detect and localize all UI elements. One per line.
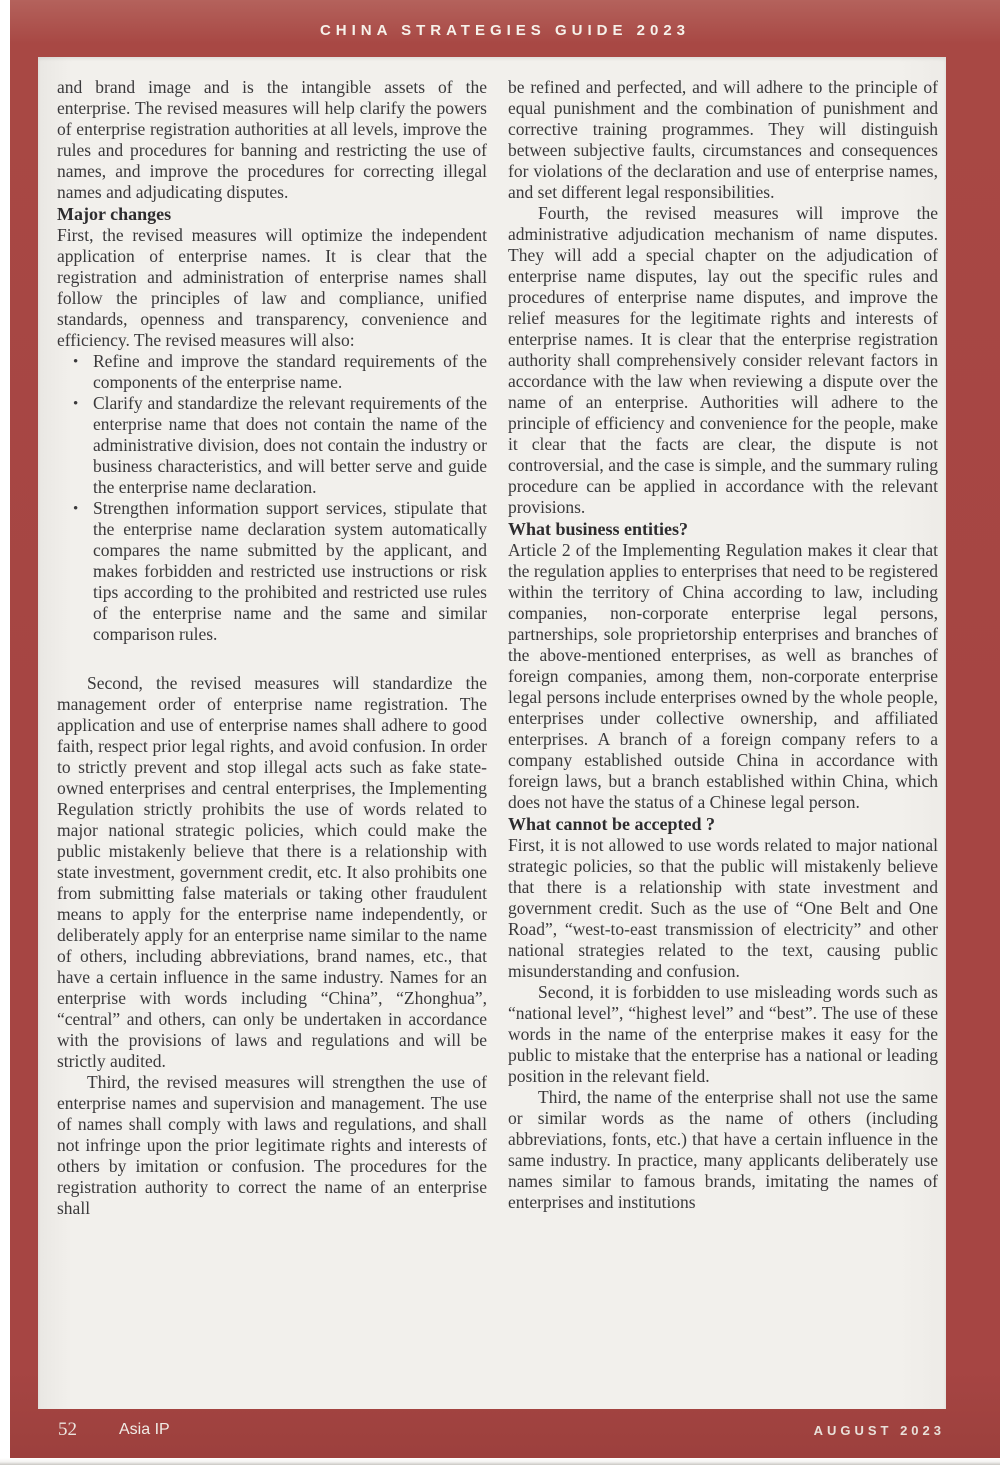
article-paper [38, 57, 946, 1409]
left-column [57, 77, 487, 1397]
paragraph-third: Third, the revised measures will strengthen the use of enterprise names and supervision and management. The use of names shall comply with laws and regulations, and shall not infringe upon the prior legitimate rights and interests of others by imitation or confusion. The procedures for the registration authority to correct the name of an enterprise shall [57, 1072, 487, 1218]
paragraph-fourth: Fourth, the revised measures will improve the administrative adjudication mechanism of name disputes. They will add a special chapter on the adjudication of enterprise name disputes, lay out the specific rules and procedures of enterprise name disputes, and improve the relief measures for the legitimate rights and interests of enterprise names. It is clear that the enterprise registration authority shall comprehensively consider relevant factors in accordance with the law when reviewing a dispute over the name of an enterprise. Authorities will adhere to the principle of efficiency and convenience for the people, make it clear that the facts are clear, the dispute is not controversial, and the case is simple, and the summary ruling procedure can be applied in accordance with the relevant provisions. [508, 203, 938, 517]
bullet-text: Clarify and standardize the relevant requirements of the enterprise name that does not contain the name of the administrative division, does not contain the industry or business characteristics, and will better serve and guide the enterprise name declaration. [93, 393, 487, 497]
header-banner [10, 0, 1000, 57]
paragraph-second: Second, the revised measures will standardize the management order of enterprise name registration. The application and use of enterprise names shall adhere to good faith, respect prior legal rights, and avoid confusion. In order to strictly prevent and stop illegal acts such as fake state-owned enterprises and central enterprises, the Implementing Regulation strictly prohibits the use of words related to major national strategic policies, which could make the public mistakenly believe that there is a relationship with state investment, government credit, etc. It also prohibits one from submitting false materials or taking other fraudulent means to apply for the enterprise name independently, or deliberately apply for an enterprise name similar to the name of others, including abbreviations, brand names, etc., that have a certain influence in the same industry. Names for an enterprise with words including “China”, “Zhonghua”, “central” and others, can only be undertaken in accordance with the provisions of laws and regulations and will be strictly audited. [57, 673, 487, 1071]
page-title: CHINA STRATEGIES GUIDE 2023 [319, 22, 691, 39]
section-heading-major-changes: Major changes [57, 204, 172, 224]
page-frame [10, 0, 1000, 1458]
footer-banner [10, 1402, 1000, 1458]
section-heading-business-entities: What business entities? [508, 519, 689, 539]
bullet-icon [73, 497, 78, 520]
list-item [71, 393, 487, 498]
right-column [508, 77, 938, 1397]
issue-date: AUGUST 2023 [813, 1422, 945, 1438]
bullet-list [57, 351, 487, 645]
cannot-accepted-third: Third, the name of the enterprise shall not use the same or similar words as the name of others (including abbreviations, fonts, etc.) that have a certain influence in the same industry. In practice, many applicants deliberately use names similar to famous brands, imitating the names of enterprises and institutions [508, 1087, 938, 1212]
bullet-icon [73, 350, 78, 373]
section-heading-cannot-be-accepted: What cannot be accepted ? [508, 814, 715, 834]
scan-edge [0, 1458, 1000, 1465]
publication-name: Asia IP [119, 1421, 170, 1438]
business-entities-paragraph: Article 2 of the Implementing Regulation makes it clear that the regulation applies to enterprises that need to be registered within the territory of China according to law, including companies, non-corporate enterprise legal persons, partnerships, sole proprietorship enterprises and branches of the above-mentioned enterprises, as well as branches of foreign companies, among them, non-corporate enterprise legal persons include enterprises owned by the whole people, enterprises under collective ownership, and affiliated enterprises. A branch of a foreign company refers to a company established outside China in accordance with foreign laws, but a branch established within China, which does not have the status of a Chinese legal person. [508, 540, 938, 812]
bullet-text: Refine and improve the standard requirements of the components of the enterprise name. [93, 351, 487, 392]
page-number: 52 [58, 1419, 77, 1440]
paragraph-first: First, the revised measures will optimize the independent application of enterprise names. It is clear that the registration and administration of enterprise names shall follow the principles of law and compliance, unified standards, openness and transparency, convenience and efficiency. The revised measures will also: [57, 225, 487, 350]
intro-paragraph: and brand image and is the intangible assets of the enterprise. The revised measures will help clarify the powers of enterprise registration authorities at all levels, improve the rules and procedures for banning and restricting the use of names, and improve the procedures for correcting illegal names and adjudicating disputes. [57, 77, 487, 202]
cannot-accepted-first: First, it is not allowed to use words related to major national strategic policies, so that the public will mistakenly believe that there is a relationship with state investment and government credit. Such as the use of “One Belt and One Road”, “west-to-east transmission of electricity” and other national strategies related to the text, causing public misunderstanding and confusion. [508, 835, 938, 981]
list-item [71, 498, 487, 645]
bullet-text: Strengthen information support services, stipulate that the enterprise name declaration system automatically compares the name submitted by the applicant, and makes forbidden and restricted use instructions or risk tips according to the prohibited and restricted use rules of the enterprise name and the same and similar comparison rules. [93, 498, 487, 644]
bullet-icon [73, 392, 78, 415]
cannot-accepted-second: Second, it is forbidden to use misleading words such as “national level”, “highest level” and “best”. The use of these words in the name of the enterprise makes it easy for the public to mistake that the enterprise has a national or leading position in the relevant field. [508, 982, 938, 1086]
continuation-paragraph: be refined and perfected, and will adhere to the principle of equal punishment and the combination of punishment and corrective training programmes. They will distinguish between subjective faults, circumstances and consequences for violations of the declaration and use of enterprise names, and set different legal responsibilities. [508, 77, 938, 202]
list-item [71, 351, 487, 393]
